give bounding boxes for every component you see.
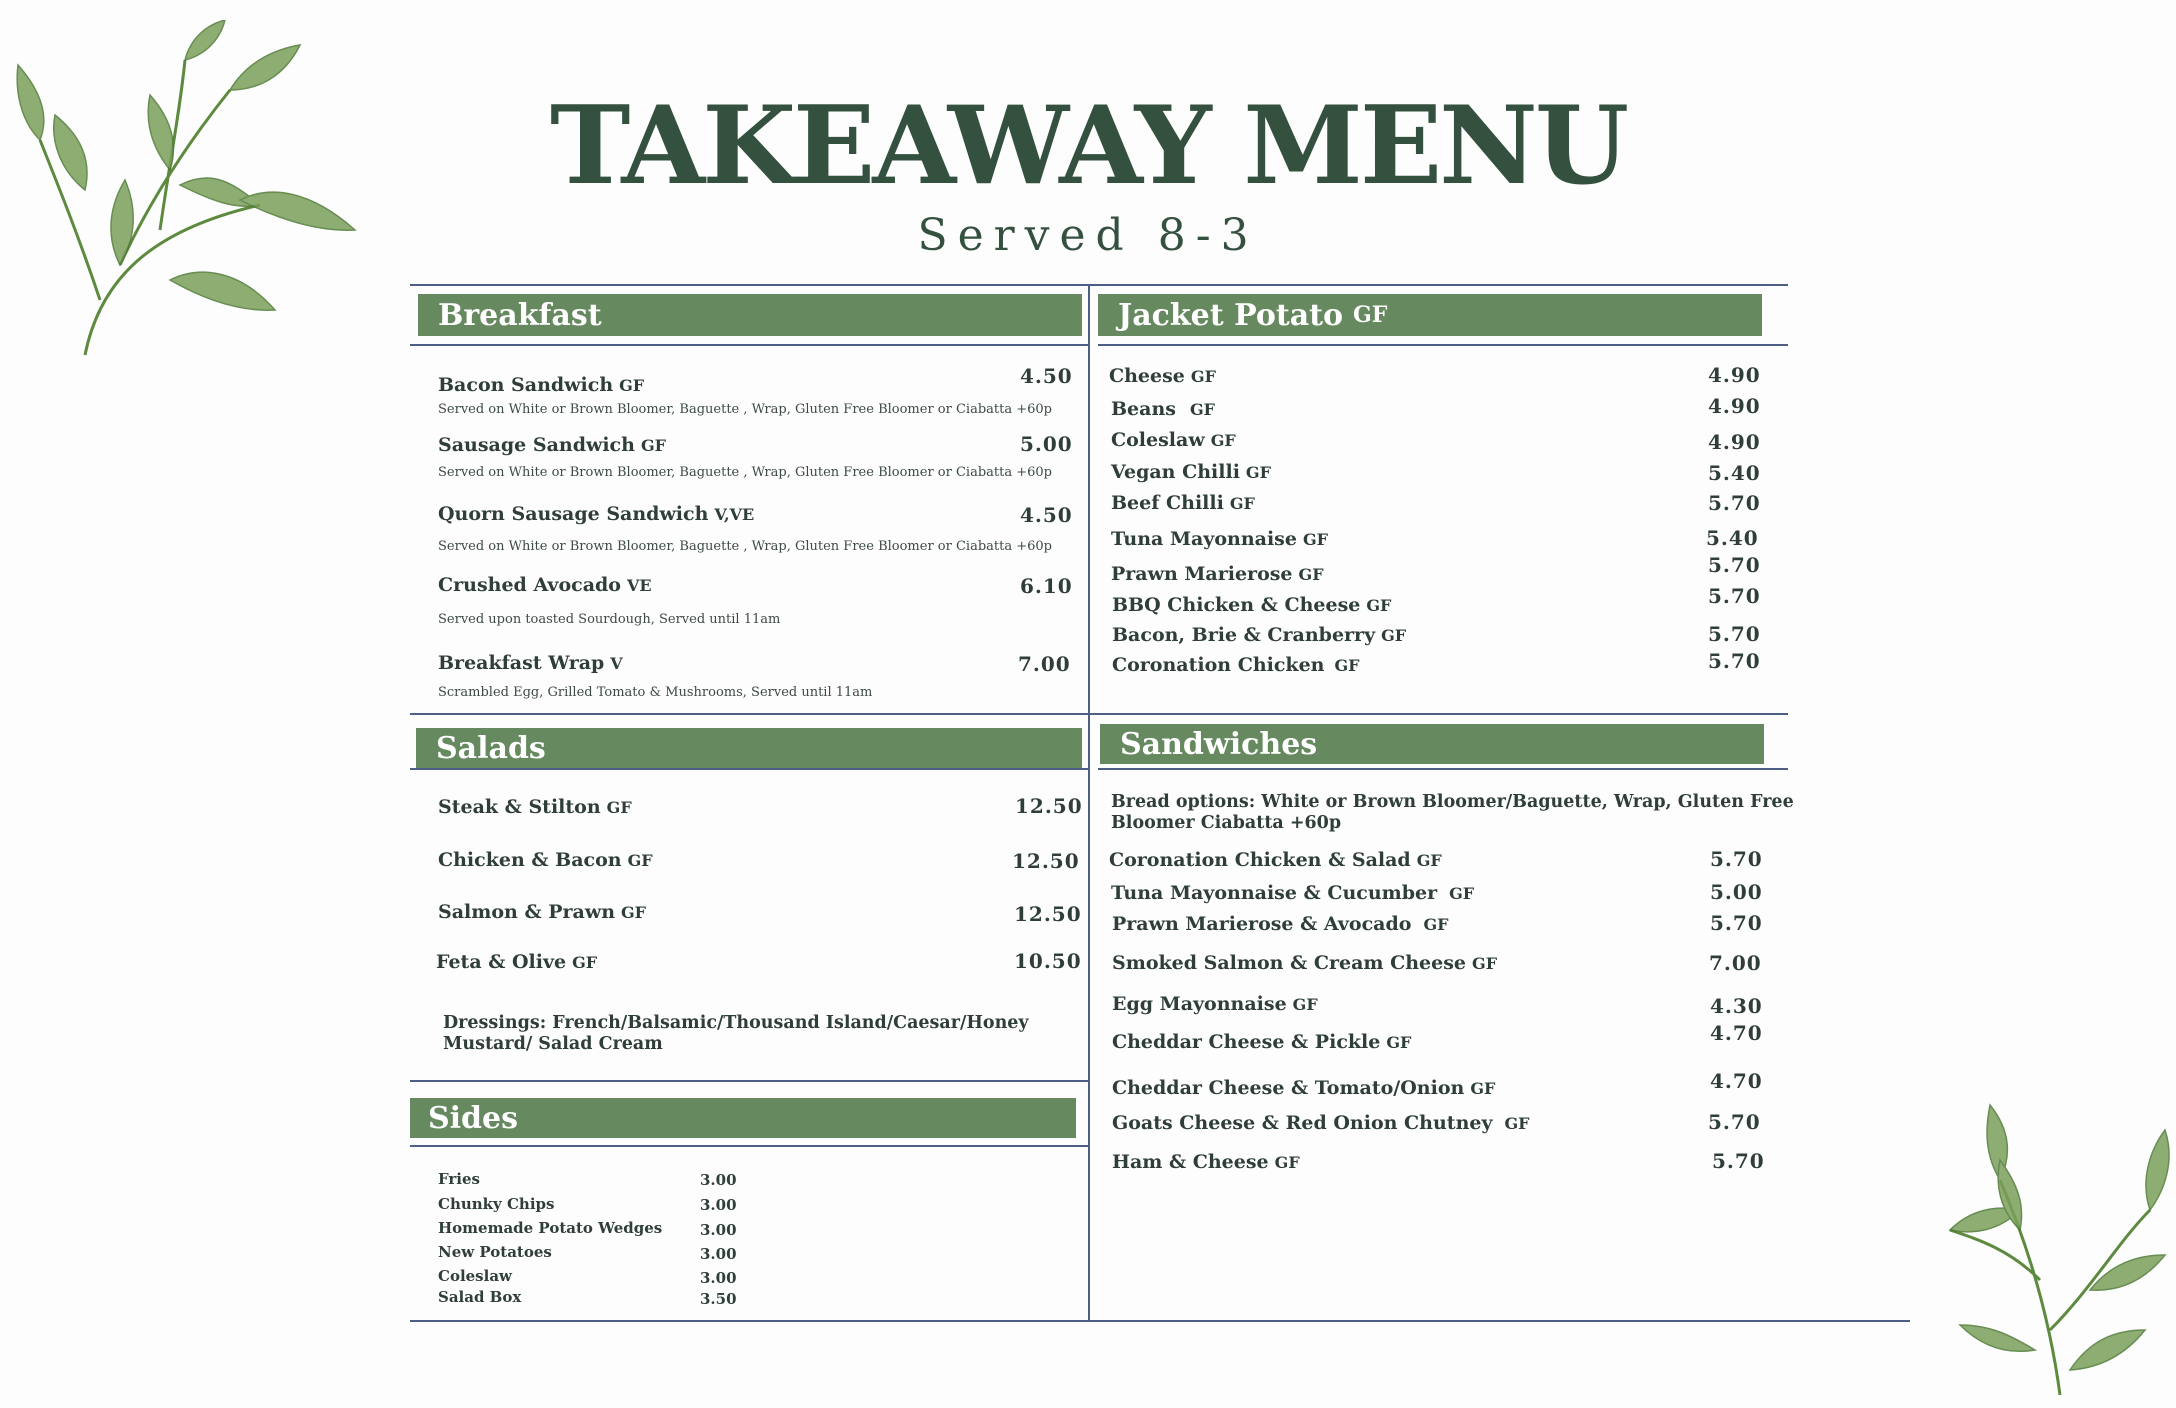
menu-item-description: Served upon toasted Sourdough, Served until 11am — [438, 612, 781, 627]
menu-item-name: Bacon, Brie & Cranberry GF — [1112, 624, 1407, 646]
menu-item-name: Steak & Stilton GF — [438, 796, 632, 818]
menu-item-price: 4.50 — [1020, 503, 1073, 527]
side-item-name: New Potatoes — [438, 1243, 552, 1261]
menu-item-name: Goats Cheese & Red Onion Chutney GF — [1112, 1112, 1530, 1134]
menu-item-name: Feta & Olive GF — [436, 951, 598, 973]
menu-item-name: Vegan Chilli GF — [1111, 461, 1271, 483]
menu-item-description: Served on White or Brown Bloomer, Baguette , Wrap, Gluten Free Bloomer or Ciabatta +60p — [438, 465, 1052, 480]
menu-item-name: Beef Chilli GF — [1111, 492, 1255, 514]
side-item-price: 3.00 — [700, 1269, 737, 1287]
section-title: Breakfast — [438, 297, 602, 333]
menu-item-price: 5.70 — [1710, 847, 1763, 871]
section-header-sandwiches — [1100, 724, 1764, 764]
menu-item-price: 5.70 — [1710, 911, 1763, 935]
page-title: TAKEAWAY MENU — [549, 83, 1627, 209]
side-item-name: Chunky Chips — [438, 1195, 555, 1213]
menu-item-price: 5.70 — [1712, 1149, 1765, 1173]
menu-item-price: 7.00 — [1709, 951, 1762, 975]
menu-item-price: 4.50 — [1020, 364, 1073, 388]
menu-item-price: 10.50 — [1014, 949, 1082, 973]
menu-item-description: Served on White or Brown Bloomer, Baguette , Wrap, Gluten Free Bloomer or Ciabatta +60p — [438, 402, 1052, 417]
divider — [410, 1320, 1910, 1322]
menu-item-price: 4.90 — [1708, 363, 1761, 387]
divider — [410, 1080, 1090, 1082]
menu-item-name: Coleslaw GF — [1111, 429, 1236, 451]
section-header-breakfast — [418, 294, 1082, 336]
menu-item-price: 5.70 — [1708, 491, 1761, 515]
divider — [410, 284, 1788, 286]
dressings-note: Dressings: French/Balsamic/Thousand Island/Caesar/Honey Mustard/ Salad Cream — [443, 1013, 1029, 1054]
menu-item-price: 4.90 — [1708, 394, 1761, 418]
menu-item-price: 5.70 — [1708, 649, 1761, 673]
menu-item-name: Salmon & Prawn GF — [438, 901, 647, 923]
section-title: Jacket Potato — [1118, 297, 1343, 333]
menu-item-name: Sausage Sandwich GF — [438, 434, 666, 456]
menu-item-description: Scrambled Egg, Grilled Tomato & Mushrooms, Served until 11am — [438, 685, 873, 700]
divider — [410, 768, 1090, 770]
menu-item-price: 12.50 — [1014, 902, 1082, 926]
menu-item-price: 5.70 — [1708, 553, 1761, 577]
side-item-name: Coleslaw — [438, 1267, 512, 1285]
divider — [410, 1145, 1090, 1147]
menu-item-price: 12.50 — [1015, 794, 1083, 818]
menu-item-name: Ham & Cheese GF — [1112, 1151, 1300, 1173]
menu-item-price: 4.30 — [1710, 994, 1763, 1018]
menu-item-name: Egg Mayonnaise GF — [1112, 993, 1318, 1015]
menu-item-name: Cheddar Cheese & Pickle GF — [1112, 1031, 1412, 1053]
menu-item-name: Tuna Mayonnaise & Cucumber GF — [1111, 882, 1475, 904]
menu-item-name: Smoked Salmon & Cream Cheese GF — [1112, 952, 1498, 974]
section-header-jacket-potato — [1098, 294, 1762, 336]
side-item-name: Salad Box — [438, 1288, 522, 1306]
menu-item-price: 5.00 — [1020, 432, 1073, 456]
menu-item-price: 5.70 — [1708, 1110, 1761, 1134]
side-item-name: Fries — [438, 1170, 480, 1188]
side-item-price: 3.00 — [700, 1196, 737, 1214]
divider — [1098, 344, 1788, 346]
menu-item-name: Chicken & Bacon GF — [438, 849, 653, 871]
menu-item-name: Prawn Marierose GF — [1111, 563, 1324, 585]
side-item-price: 3.00 — [700, 1171, 737, 1189]
menu-item-price: 5.70 — [1708, 622, 1761, 646]
side-item-name: Homemade Potato Wedges — [438, 1219, 663, 1237]
menu-item-price: 6.10 — [1020, 574, 1073, 598]
menu-item-description: Served on White or Brown Bloomer, Baguette , Wrap, Gluten Free Bloomer or Ciabatta +60p — [438, 539, 1052, 554]
menu-item-name: Tuna Mayonnaise GF — [1111, 528, 1328, 550]
side-item-price: 3.50 — [700, 1290, 737, 1308]
menu-item-name: Bacon Sandwich GF — [438, 374, 645, 396]
menu-item-price: 5.00 — [1710, 880, 1763, 904]
divider — [1098, 768, 1788, 770]
divider — [410, 713, 1788, 715]
menu-item-price: 7.00 — [1018, 652, 1071, 676]
menu-item-price: 5.40 — [1706, 526, 1759, 550]
menu-item-price: 4.70 — [1710, 1069, 1763, 1093]
menu-item-name: Cheese GF — [1109, 365, 1216, 387]
menu-item-name: Cheddar Cheese & Tomato/Onion GF — [1112, 1077, 1496, 1099]
menu-item-name: Quorn Sausage Sandwich V,VE — [438, 503, 755, 525]
menu-item-price: 5.70 — [1708, 584, 1761, 608]
menu-item-name: Breakfast Wrap V — [438, 652, 623, 674]
section-header-sides — [410, 1098, 1076, 1138]
menu-item-name: Beans GF — [1111, 398, 1216, 420]
menu-item-price: 12.50 — [1012, 849, 1080, 873]
leaf-sprig-icon — [1940, 1100, 2176, 1400]
section-title: Sandwiches — [1120, 726, 1318, 762]
menu-item-name: Coronation Chicken GF — [1112, 654, 1360, 676]
menu-item-price: 4.90 — [1708, 430, 1761, 454]
section-title: Salads — [436, 730, 546, 766]
divider — [410, 344, 1090, 346]
menu-item-name: Crushed Avocado VE — [438, 574, 652, 596]
gf-tag: GF — [1353, 302, 1388, 328]
section-header-salads — [416, 728, 1082, 768]
side-item-price: 3.00 — [700, 1245, 737, 1263]
menu-item-price: 4.70 — [1710, 1021, 1763, 1045]
side-item-price: 3.00 — [700, 1221, 737, 1239]
section-title: Sides — [428, 1100, 519, 1136]
page-subtitle: Served 8-3 — [917, 210, 1259, 261]
menu-item-price: 5.40 — [1708, 461, 1761, 485]
bread-options-note: Bread options: White or Brown Bloomer/Baguette, Wrap, Gluten Free Bloomer Ciabatta +60p — [1111, 792, 1794, 833]
column-divider — [1088, 284, 1090, 1322]
menu-item-name: Prawn Marierose & Avocado GF — [1112, 913, 1449, 935]
menu-item-name: Coronation Chicken & Salad GF — [1109, 849, 1442, 871]
menu-item-name: BBQ Chicken & Cheese GF — [1112, 594, 1392, 616]
